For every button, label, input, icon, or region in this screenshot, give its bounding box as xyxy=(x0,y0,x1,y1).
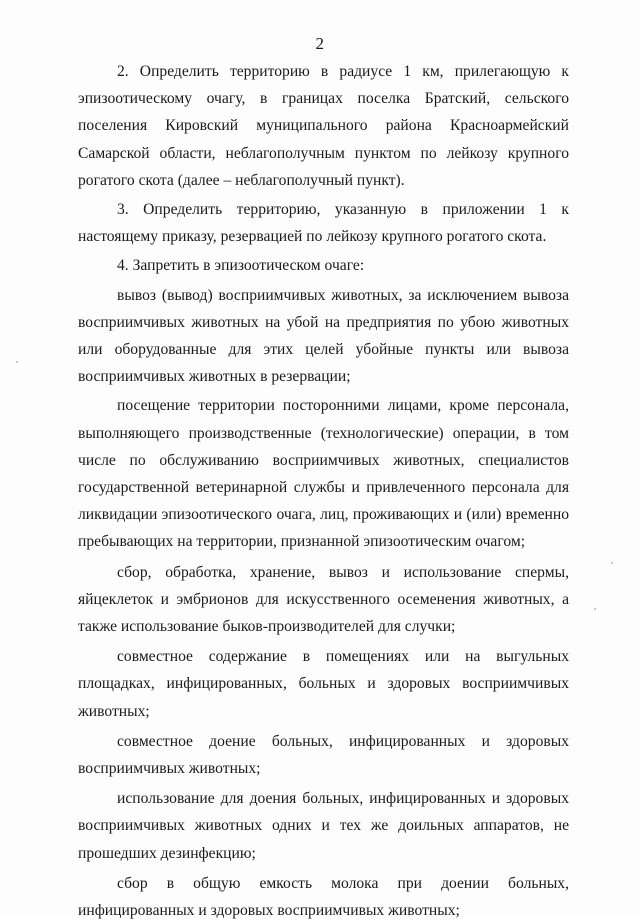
scan-speck xyxy=(16,361,18,363)
scan-speck xyxy=(594,608,596,610)
page-number: 2 xyxy=(315,34,325,53)
scan-speck xyxy=(611,562,613,564)
paragraph-ban-joint-milking: совместное доение больных, инфицированных и здоровых восприимчивых животных; xyxy=(78,732,569,778)
paragraph-ban-visiting: посещение территории посторонними лицами, кроме персонала, выполняющего производственные (технологические) операции, в том числе по обслуживанию восприимчивых животных, специалистов государственной ветеринарной службы и привлеченного персонала для ликвидации эпизоотического очага, лиц, проживающих и (или) временно пребывающих на территории, признанной эпизоотическим очагом; xyxy=(78,397,569,551)
paragraph-ban-export: вывоз (вывод) восприимчивых животных, за исключением вывоза восприимчивых животных на убой на предприятия по убою животных или оборудованные для этих целей убойные пункты или вывоза восприимчивых животных в резервации; xyxy=(78,286,569,386)
paragraph-ban-semen: сбор, обработка, хранение, вывоз и использование спермы, яйцеклеток и эмбрионов для искусственного осеменения животных, а также использование быков-производителей для случки; xyxy=(78,563,569,636)
paragraph-ban-milking-machines: использование для доения больных, инфицированных и здоровых восприимчивых животных одних и тех же доильных аппаратов, не прошедших дезинфекцию; xyxy=(78,790,569,862)
paragraph-item-4: 4. Запретить в эпизоотическом очаге: xyxy=(117,257,365,275)
paragraph-ban-joint-keeping: совместное содержание в помещениях или на выгульных площадках, инфицированных, больных и здоровых восприимчивых животных; xyxy=(78,648,569,720)
document-body xyxy=(78,58,569,924)
paragraph-item-3: 3. Определить территорию, указанную в приложении 1 к настоящему приказу, резервацией по лейкозу крупного рогатого скота. xyxy=(78,201,569,246)
paragraph-item-2: 2. Определить территорию в радиусе 1 км, прилегающую к эпизоотическому очагу, в границах поселка Братский, сельского поселения Кировский муниципального района Красноармейский Самарской области, неблагополучным пунктом по лейкозу крупного рогатого скота (далее – неблагополучный пункт). xyxy=(78,63,569,189)
paragraph-ban-milk-collection: сбор в общую емкость молока при доении больных, инфицированных и здоровых восприимчивых животных; xyxy=(78,874,569,920)
